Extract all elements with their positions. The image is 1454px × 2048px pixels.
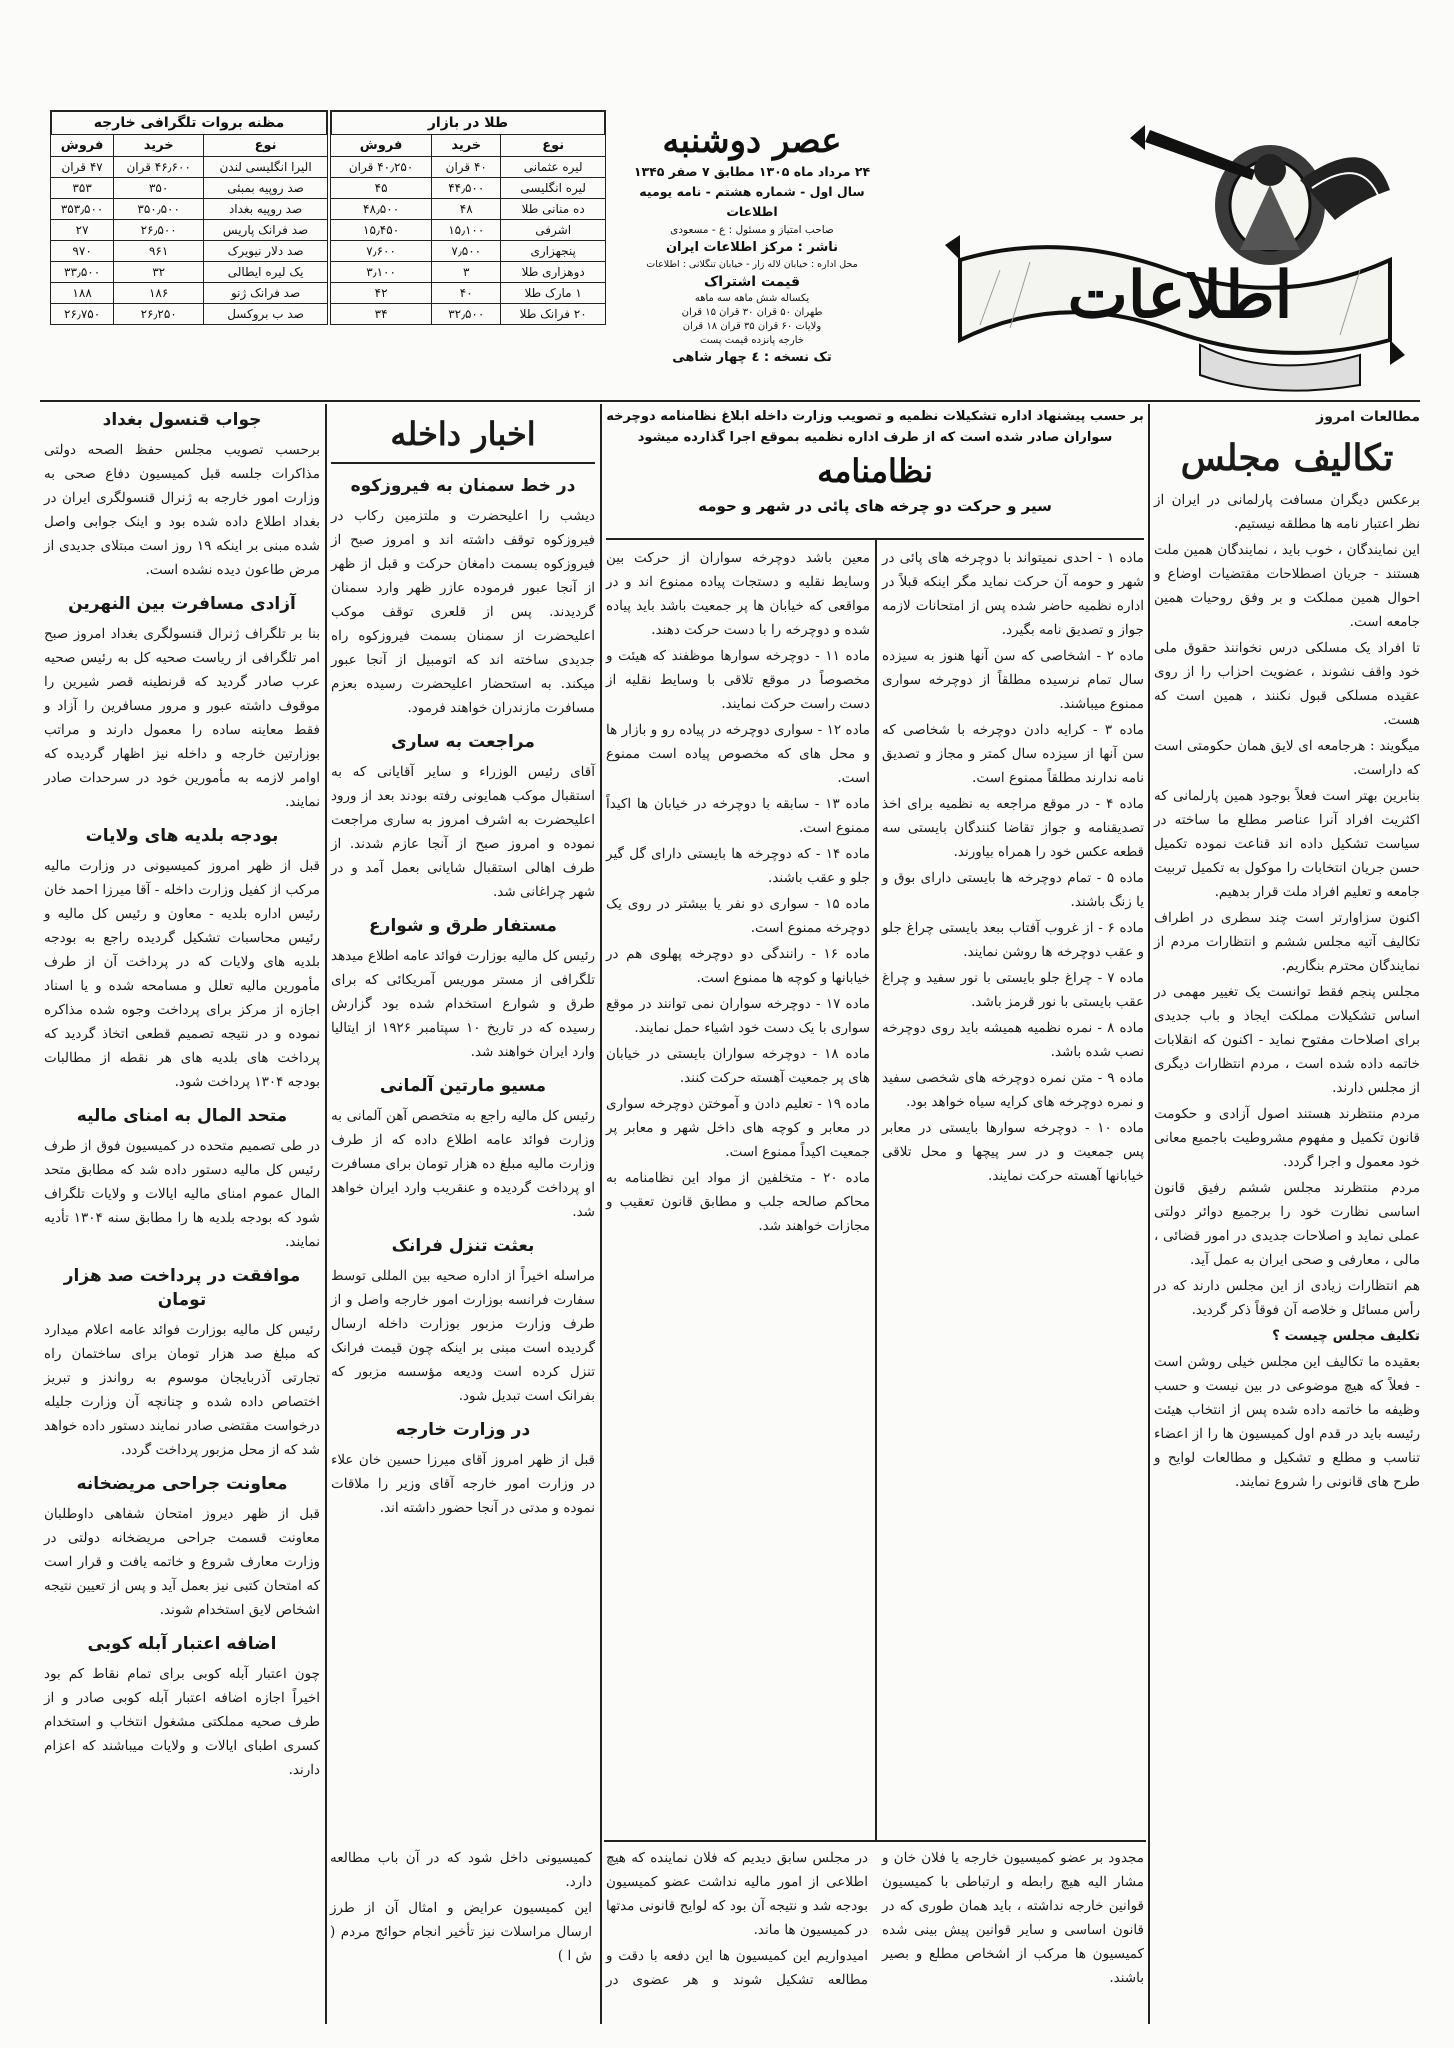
subscription-title: قیمت اشتراک: [703, 274, 801, 290]
fx-col-type: نوع: [204, 135, 328, 157]
cell: صد روپیه بمبئی: [204, 178, 328, 199]
paragraph: رئیس کل مالیه راجع به متخصص آهن آلمانی به وزارت فوائد عامه اطلاع داده که از طرف وزارت مالیه مبلغ ده هزار تومان برای مسافرت او پرداخت گردیده و عنقریب وارد ایران خواهد شد.: [331, 1108, 595, 1220]
info-block: [612, 120, 892, 378]
paragraph: مجلس پنجم فقط توانست یک تغییر مهمی در اساس تشکیلات مملکت ایجاد و باب جدیدی برای اصلاحات مفتوح نماید - اکنون که انقلابات خاتمه داده شده است ، مردم انتظارات دیگری از مجلس دارند.: [1154, 984, 1420, 1096]
table-row: [51, 262, 328, 283]
article: ماده ۱۹ - تعلیم دادن و آموختن دوچرخه سواری در معابر و کوچه های داخل شهر و معابر پر جمعیت اکیداً ممنوع است.: [606, 1096, 870, 1160]
cell: ۴۸: [432, 199, 501, 220]
paragraph: برحسب تصویب مجلس حفظ الصحه دولتی مذاکرات جلسه قبل کمیسیون دفاع صحی به وزارت امور خارجه به ژنرال قنسولگری ایران در بغداد اطلاع داده شده بود و اینک جوابی واصل شده مبنی بر اینکه ۱۹ روز است مبتلای جدیدی از مرض طاعون دیده نشده است.: [44, 442, 320, 578]
cell: ۳: [432, 262, 501, 283]
paragraph: بنابرین بهتر است فعلاً بوجود همین پارلمانی که اکثریت افراد آنرا عناصر مطلع ما ساخته در سیاست تشکیل داده اند قناعت نموده تکمیل حسن جریان انتخابات را موکول به تکمیل تربیت جامعه و تعلیم افراد ملت قرار بدهیم.: [1154, 788, 1420, 900]
table-row: [331, 283, 606, 304]
cell: لیره انگلیسی: [501, 178, 606, 199]
subscription-header: یکساله شش ماهه سه ماهه: [694, 293, 810, 304]
regulation-articles-left: [606, 546, 870, 1836]
paragraph: قبل از ظهر امروز آقای میرزا حسین خان علاء در وزارت امور خارجه آقای وزیر را ملاقات نموده و مدتی در آنجا حضور داشته اند.: [331, 1452, 595, 1516]
paragraph: در طی تصمیم متحده در کمیسیون فوق از طرف رئیس کل مالیه دستور داده شد که مطابق متحد المال عموم امنای مالیه ایالات و ولایات تلگراف شود که بودجه بلدیه ها را مطابق سنه ۱۳۰۴ تأدیه نمایند.: [44, 1138, 320, 1250]
fx-table-title: مظنه بروات تلگرافی خارجه: [50, 110, 328, 134]
article: ماده ۲۰ - متخلفین از مواد این نظامنامه به محاکم صالحه جلب و مطابق قانون تعقیب و مجازات خواهند شد.: [606, 1170, 870, 1234]
paragraph: رئیس کل مالیه بوزارت فوائد عامه اعلام میدارد که مبلغ صد هزار تومان برای ساختمان راه تجارتی آذربایجان موسوم به رواندز و تبریز اختصاص داده شده و چنانچه آن وزارت جلیله درخواست مقتضی صادر نمایند دستور داده خواهد شد که از محل مزبور پرداخت گردد.: [44, 1322, 320, 1458]
cell: ۱۸۸: [51, 283, 114, 304]
cell: ۲۷: [51, 220, 114, 241]
regulation-headline: نظامنامه: [817, 452, 933, 490]
table-row: [51, 304, 328, 325]
domestic-news-headline: اخبار داخله: [331, 406, 595, 464]
subscription-provinces: ولایات ۶۰ قران ۳۵ قران ۱۸ قران: [682, 321, 822, 332]
health-finance-column: [44, 406, 320, 2026]
cell: ۱ مارک طلا: [501, 283, 606, 304]
paragraph: میگویند : هرجامعه ای لایق همان حکومتی است که داراست.: [1154, 738, 1420, 778]
cell: ۳۵۳: [51, 178, 114, 199]
news-subhead: مراجعت به ساری: [391, 732, 535, 752]
paragraph: مردم منتظرند مجلس ششم رفیق قانون اساسی نظارت خود را برجمیع دوائر دولتی عملی نماید و اصلاحات جدیدی در امور قضائی ، مالی ، معارفی و صحی ایران به عمل آید.: [1154, 1180, 1420, 1268]
paragraph: در مجلس سابق دیدیم که فلان نماینده که هیچ اطلاعی از امور مالیه نداشت عضو کمیسیون بودجه شد و نتیجه آن بود که لوایح قانونی مدتها در کمیسیون ها ماند.: [606, 1850, 868, 1938]
masthead-logo: [940, 110, 1410, 400]
subscription-tehran: طهران ۵۰ قران ۳۰ قران ۱۵ قران: [681, 307, 823, 318]
article: ماده ۱ - احدی نمیتواند با دوچرخه های پائی در شهر و حومه آن حرکت نماید مگر اینکه قبلاً در اداره نظمیه حاضر شده پس از امتحانات لازمه جواز و تصدیق نامه بگیرد.: [882, 550, 1144, 638]
table-row: [331, 241, 606, 262]
gold-col-type: نوع: [501, 135, 606, 157]
article: ماده ۷ - چراغ جلو بایستی با نور سفید و چراغ عقب بایستی با نور قرمز باشد.: [882, 970, 1144, 1010]
info-year: سال اول - شماره هشتم - نامه یومیه اطلاعات: [639, 184, 865, 219]
cell: ۴۰: [432, 283, 501, 304]
cell: ۹۶۱: [114, 241, 204, 262]
cell: ۷٫۶۰۰: [331, 241, 432, 262]
regulation-divider: [606, 538, 1144, 540]
table-row: [51, 283, 328, 304]
regulation-banner: [606, 406, 1144, 538]
cell: ۲۰ فرانک طلا: [501, 304, 606, 325]
fx-col-sell: فروش: [51, 135, 114, 157]
article: ماده ۱۶ - رانندگی دو دوچرخه پهلوی هم در خیابانها و کوچه ها ممنوع است.: [606, 946, 870, 986]
cell: ۴۴٫۵۰۰: [432, 178, 501, 199]
cell: ۱۸۶: [114, 283, 204, 304]
paragraph: بعقیده ما تکالیف این مجلس خیلی روشن است - فعلاً که هیچ موضوعی در بین نیست و حسب وظیفه ما خاتمه داده شده پس از انتخاب هیئت رئیسه باید در قدم اول کمیسیون ها را از اعضاء تناسب و مطلع و تشکیل و مطالعات لوایح و طرح های قانونی را شروع نمایند.: [1154, 1354, 1420, 1490]
paragraph: آقای رئیس الوزراء و سایر آقایانی که به استقبال موکب همایونی رفته بودند بعد از ورود اعلیحضرت به اشرف امروز به ساری مراجعت نموده و امروز صبح از آنجا عازم شدند. از طرف اهالی استقبال شایانی بعمل آمد و در شهر چراغانی شد.: [331, 764, 595, 900]
table-row: [331, 304, 606, 325]
table-row: [51, 241, 328, 262]
subscription-abroad: خارجه پانزده قیمت پست: [700, 335, 804, 346]
article: ماده ۸ - نمره نظمیه همیشه باید روی دوچرخه نصب شده باشد.: [882, 1020, 1144, 1060]
regulation-articles-right: [882, 546, 1144, 1836]
table-row: [51, 220, 328, 241]
column-divider: [600, 404, 602, 2024]
cell: ۳۳٫۵۰۰: [51, 262, 114, 283]
paragraph: این کمیسیون عرایض و امثال آن از طرز ارسال مراسلات نیز تأخیر انجام حوائج مردم ( ش ا ): [330, 1900, 592, 1964]
fx-col-buy: خرید: [114, 135, 204, 157]
article: ماده ۳ - کرایه دادن دوچرخه با شخاصی که سن آنها از سیزده سال کمتر و مجاز و تصدیق نامه ندارند مطلقاً ممنوع است.: [882, 722, 1144, 786]
winged-herald-illustration: [940, 110, 1410, 400]
gold-col-sell: فروش: [331, 135, 432, 157]
article: ماده ۴ - در موقع مراجعه به نظمیه برای اخذ تصدیقنامه و جواز تقاضا کنندگان بایستی سه قطعه عکس خود را همراه بیاورند.: [882, 796, 1144, 860]
cell: ۲۶٫۲۵۰: [114, 304, 204, 325]
cell: ۲۶٫۷۵۰: [51, 304, 114, 325]
cell: اشرفی: [501, 220, 606, 241]
paragraph: بنا بر تلگراف ژنرال قنسولگری بغداد امروز صبح امر تلگرافی از ریاست صحیه کل به رئیس صحیه عرب صادر گردید که قرنطینه قصر شیرین را موقوف داشته عبور و مرور مسافرین را آزاد و فقط معاینه ساده را معمول دارند و مراتب بوزارتین خارجه و داخله نیز اظهار گردیده که اوامر لازمه به مأمورین خود در سرحدات صادر نمایند.: [44, 626, 320, 810]
info-date: ۲۴ مرداد ماه ۱۳۰۵ مطابق ۷ صفر ۱۳۴۵: [633, 164, 871, 179]
info-title: عصر دوشنبه: [662, 121, 842, 161]
cell: ۴۲: [331, 283, 432, 304]
info-address: محل اداره : خیابان لاله زار - خیابان تنگلانی : اطلاعات: [646, 259, 858, 270]
editorial-column: [1154, 406, 1420, 2026]
column-divider: [604, 1840, 1146, 1842]
article: ماده ۱۵ - سواری دو نفر یا بیشتر در روی یک دوچرخه ممنوع است.: [606, 896, 870, 936]
cell: ۳۴: [331, 304, 432, 325]
news-subhead: متحد المال به امنای مالیه: [76, 1106, 288, 1126]
news-subhead: اضافه اعتبار آبله کوبی: [87, 1634, 277, 1654]
cell: ۴۰٫۲۵۰ قران: [331, 157, 432, 178]
article: ماده ۱۳ - سابقه با دوچرخه در خیابان ها اکیداً ممنوع است.: [606, 796, 870, 836]
column-divider: [1148, 404, 1150, 2024]
fx-table-header: [51, 135, 328, 157]
news-subhead: در خط سمنان به فیروزکوه: [350, 476, 576, 496]
cell: صد ب بروکسل: [204, 304, 328, 325]
paragraph: این نمایندگان ، خوب باید ، نمایندگان همین ملت هستند - جریان اصطلاحات مقتضیات اوضاع و احوال همین مملکت و بر وفق روحیات همین جامعه است.: [1154, 542, 1420, 630]
article: ماده ۱۰ - دوچرخه سوارها بایستی در معابر پس جمعیت و در سر پیچها و محل تلاقی خیابانها آهسته حرکت نمایند.: [882, 1120, 1144, 1184]
cell: یک لیره ایطالی: [204, 262, 328, 283]
news-subhead: بعثت تنزل فرانک: [391, 1236, 535, 1256]
column-divider: [325, 404, 327, 2024]
article: ماده ۵ - تمام دوچرخه ها بایستی دارای بوق و یا زنگ باشند.: [882, 870, 1144, 910]
gold-table-header: [331, 135, 606, 157]
table-row: [331, 157, 606, 178]
paragraph: امیدواریم این کمیسیون ها این دفعه با دقت و مطالعه تشکیل شوند و هر عضوی در کمیسیونی داخل شود که در آن باب مطالعه دارد.: [330, 1850, 868, 1988]
cell: صد دلار نیویرک: [204, 241, 328, 262]
cell: الیرا انگلیسی لندن: [204, 157, 328, 178]
paragraph: برعکس دیگران مسافت پارلمانی در ایران از نظر اعتبار نامه ها مطلقه نیستیم.: [1154, 492, 1420, 532]
cell: صد فرانک پاریس: [204, 220, 328, 241]
article: معین باشد دوچرخه سواران از حرکت بین وسایط نقلیه و دستجات پیاده ممنوع اند و در مواقعی که خیابان ها پر جمعیت باشد باید پیاده شده و دوچرخه را با دست حرکت دهند.: [606, 550, 870, 638]
logo-wordmark: اطلاعات: [1067, 258, 1293, 333]
header-divider: [40, 400, 1420, 402]
cell: ۱۵٫۱۰۰: [432, 220, 501, 241]
cell: ۳۵۳٫۵۰۰: [51, 199, 114, 220]
editorial-subhead: تکلیف مجلس چیست ؟: [1272, 1328, 1420, 1344]
table-row: [331, 220, 606, 241]
table-row: [331, 199, 606, 220]
info-owner: صاحب امتیاز و مسئول : ع - مسعودی: [670, 224, 834, 236]
table-row: [51, 199, 328, 220]
news-subhead: معاونت جراحی مریضخانه: [76, 1474, 288, 1494]
fx-rates-table: [50, 110, 328, 398]
cell: ۴۰ قران: [432, 157, 501, 178]
paragraph: چون اعتبار آبله کوبی برای تمام نقاط کم بود اخیراً اجازه اضافه اعتبار آبله کوبی صادر و از طرف صحیه مملکتی مشغول انتخاب و استخدام کسری اطبای ایالات و ولایات میباشند که اعزام دارند.: [44, 1666, 320, 1778]
cell: ۴۶٫۶۰۰ قران: [114, 157, 204, 178]
editorial-continued: [330, 1846, 1144, 2026]
news-subhead: جواب قنسول بغداد: [102, 410, 262, 430]
cell: ۳٫۱۰۰: [331, 262, 432, 283]
info-publisher: ناشر : مرکز اطلاعات ایران: [665, 240, 839, 255]
single-price: تک نسخه : ٤ چهار شاهی: [672, 350, 832, 365]
article: ماده ۱۲ - سواری دوچرخه در پیاده رو و بازار ها و محل های که مخصوص پیاده است ممنوع است.: [606, 722, 870, 786]
cell: ۴۷ قران: [51, 157, 114, 178]
article: ماده ۱۱ - دوچرخه سوارها موظفند که هیئت و مخصوصاً در موقع تلاقی با وسایط نقلیه از دست راست حرکت نمایند.: [606, 648, 870, 712]
regulation-subhead: سیر و حرکت دو چرخه های پائی در شهر و حومه: [698, 497, 1052, 515]
regulation-intro: بر حسب پیشنهاد اداره تشکیلات نظمیه و تصویب وزارت داخله ابلاغ نظامنامه دوچرخه سواران صادر شده است که از طرف اداره نظمیه بموقع اجرا گذارده میشود: [606, 409, 1144, 445]
article: ماده ۱۷ - دوچرخه سواران نمی توانند در موقع سواری با یک دست خود اشیاء حمل نمایند.: [606, 996, 870, 1036]
paragraph: مردم منتظرند هستند اصول آزادی و حکومت قانون تکمیل و مفهوم مشروطیت باجمیع معانی خود معمول و اجرا گردد.: [1154, 1106, 1420, 1170]
article: ماده ۶ - از غروب آفتاب ببعد بایستی چراغ جلو و عقب دوچرخه ها روشن نمایند.: [882, 920, 1144, 960]
cell: ۴۵: [331, 178, 432, 199]
cell: پنجهزاری: [501, 241, 606, 262]
cell: ۳۵۰٫۵۰۰: [114, 199, 204, 220]
news-subhead: بودجه بلدیه های ولایات: [85, 826, 279, 846]
cell: ۷٫۵۰۰: [432, 241, 501, 262]
paragraph: مراسله اخیراً از اداره صحیه بین المللی توسط سفارت فرانسه بوزارت امور خارجه واصل و از طرف وزارت مزبور بوزارت داخله ارسال گردیده است مبنی بر اینکه چون قیمت فرانک تنزل کرده است ودیعه مؤسسه مزبور که بفرانک است تبدیل شود.: [331, 1268, 595, 1404]
article: ماده ۹ - متن نمره دوچرخه های شخصی سفید و نمره دوچرخه های کرایه سیاه خواهد بود.: [882, 1070, 1144, 1110]
news-subhead: مستفار طرق و شوارع: [369, 916, 557, 936]
paragraph: تا افراد یک مسلکی درس نخوانند حقوق ملی خود واقف نشوند ، عضویت احزاب را از روی عقیده مسلکی قبول نکنند ، همین است که هست.: [1154, 640, 1420, 728]
table-row: [51, 178, 328, 199]
cell: ۱۵٫۴۵۰: [331, 220, 432, 241]
cell: صد فرانک ژنو: [204, 283, 328, 304]
cell: ده منانی طلا: [501, 199, 606, 220]
paragraph: قبل از ظهر امروز کمیسیونی در وزارت مالیه مرکب از کفیل وزارت داخله - آقا میرزا احمد خان رئیس اداره بلدیه - معاون و رئیس کل مالیه و رئیس محاسبات تشکیل گردیده راجع به بودجه بلدیه های ولایات که در پرداخت آن از طرف مأمورین مالیه تعلل و مسامحه شده و یا اسناد اجازه از مرکز برای پرداخت وجوه شده مذاکره نموده و در نتیجه تصمیم قطعی اتخاذ گردید که پرداخت های بلدیه های هر نقطه از مطالبات بودجه ۱۳۰۴ پرداخت شود.: [44, 858, 320, 1090]
cell: ۳۲: [114, 262, 204, 283]
cell: ۴۸٫۵۰۰: [331, 199, 432, 220]
cell: صد روپیه بغداد: [204, 199, 328, 220]
paragraph: رئیس کل مالیه بوزارت فوائد عامه اطلاع میدهد تلگرافی از مستر موریس آمریکائی که برای طرق و شوارع استخدام شده بود گزارش رسیده که در تاریخ ۱۰ سپتامبر ۱۹۲۶ از ایتالیا وارد ایران خواهند شد.: [331, 948, 595, 1060]
table-row: [331, 262, 606, 283]
cell: ۳۵۰: [114, 178, 204, 199]
gold-table-title: طلا در بازار: [330, 110, 606, 134]
article: ماده ۱۸ - دوچرخه سواران بایستی در خیابان های پر جمعیت آهسته حرکت کنند.: [606, 1046, 870, 1086]
gold-market-table: [330, 110, 606, 398]
cell: ۹۷۰: [51, 241, 114, 262]
article: ماده ۱۴ - که دوچرخه ها بایستی دارای گل گیر جلو و عقب باشند.: [606, 846, 870, 886]
paragraph: هم انتظارات زیادی از این مجلس دارند که در رأس مسائل و خلاصه آن فوقاً ذکر گردید.: [1154, 1278, 1420, 1318]
cell: دوهزاری طلا: [501, 262, 606, 283]
table-row: [331, 178, 606, 199]
column-divider: [875, 540, 877, 1840]
cell: ۳۲٫۵۰۰: [432, 304, 501, 325]
news-subhead: در وزارت خارجه: [395, 1420, 531, 1440]
gold-col-buy: خرید: [432, 135, 501, 157]
table-row: [51, 157, 328, 178]
section-label: مطالعات امروز: [1316, 409, 1420, 425]
paragraph: اکنون سزاوارتر است چند سطری در اطراف تکالیف آتیه مجلس ششم و انتظارات مردم از نمایندگان محترم بنگاریم.: [1154, 910, 1420, 974]
paragraph: مجدود بر عضو کمیسیون خارجه یا فلان خان و مشار الیه هیچ رابطه و ارتباطی با کمیسیون قوانین خارجه نداشته ، باید همان طوری که در قانون اساسی و سایر قوانین پیش بینی شده کمیسیون ها مرکب از اشخاص مطلع و بصیر باشند.: [882, 1850, 1144, 1986]
news-subhead: آزادی مسافرت بین النهرین: [68, 594, 296, 614]
cell: لیره عثمانی: [501, 157, 606, 178]
editorial-headline: تکالیف مجلس: [1180, 437, 1394, 479]
article: ماده ۲ - اشخاصی که سن آنها هنوز به سیزده سال تمام نرسیده مطلقاً از دوچرخه سواری ممنوع میباشند.: [882, 648, 1144, 712]
news-subhead: موافقت در پرداخت صد هزار تومان: [63, 1266, 301, 1310]
paragraph: قبل از ظهر دیروز امتحان شفاهی داوطلبان معاونت قسمت جراحی مریضخانه دولتی در وزارت معارف شروع و خاتمه یافت و قرار است که امتحان کتبی نیز بعمل آید و پس از تعیین نتیجه اشخاص لایق استخدام شوند.: [44, 1506, 320, 1618]
news-subhead: مسیو مارتین آلمانی: [379, 1076, 547, 1096]
paragraph: دیشب را اعلیحضرت و ملتزمین رکاب در فیروزکوه توقف داشته اند و امروز صبح از فیروزکوه بسمت دامغان حرکت و قبل از ظهر از آنجا عبور فرموده عازر ظهر وارد سمنان گردیدند. پس از قلعری توقف موکب اعلیحضرت از سمنان بسمت فیروزکوه راه جدیدی ساخته اند که اتومبیل از آنجا عبور میکند. به استحضار اعلیحضرت رسیده بعزم مسافرت مازندران خواهند فرمود.: [331, 508, 595, 716]
domestic-news-column: [331, 406, 595, 2026]
cell: ۲۶٫۵۰۰: [114, 220, 204, 241]
